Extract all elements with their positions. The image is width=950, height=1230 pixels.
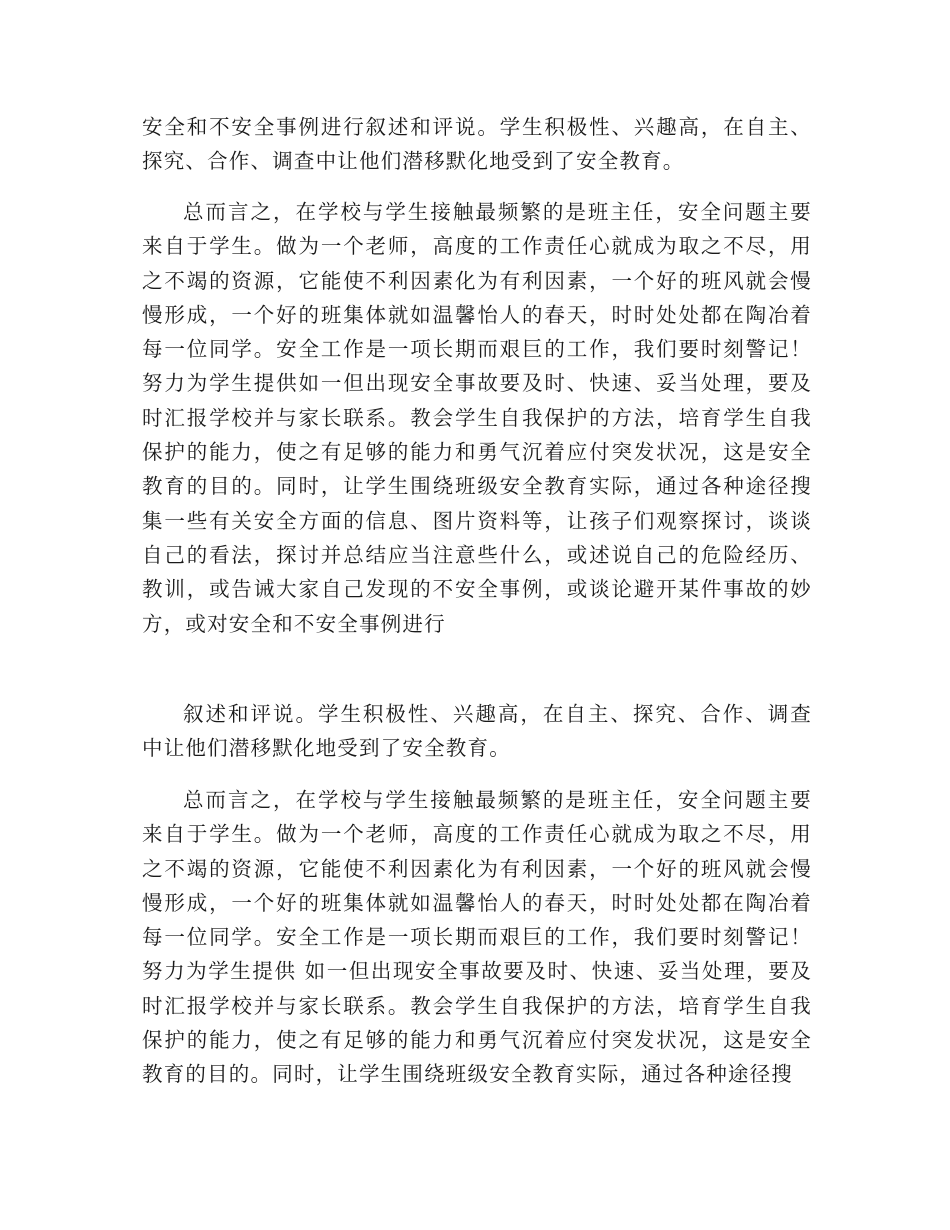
paragraph-class-teacher-responsibility-repeat: 总而言之，在学校与学生接触最频繁的是班主任，安全问题主要来自于学生。做为一个老师，高度的工作责任心就成为取之不尽，用之不竭的资源，它能使不利因素化为有利因素，一个好的班风就会慢慢形成，一个好的班集体就如温馨怡人的春天，时时处处都在陶冶着每一位同学。安全工作是一项长期而艰巨的工作，我们要时刻警记！努力为学生提供 如一但出现安全事故要及时、快速、妥当处理，要及时汇报学校并与家长联系。教会学生自我保护的方法，培育学生自我保护的能力，使之有足够的能力和勇气沉着应付突发状况，这是安全教育的目的。同时，让学生围绕班级安全教育实际，通过各种途径搜 [142,788,812,1087]
paragraph-narration-and-comment: 叙述和评说。学生积极性、兴趣高，在自主、探究、合作、调查中让他们潜移默化地受到了安全教育。 [142,702,812,761]
paragraph-class-teacher-responsibility: 总而言之，在学校与学生接触最频繁的是班主任，安全问题主要来自于学生。做为一个老师，高度的工作责任心就成为取之不尽，用之不竭的资源，它能使不利因素化为有利因素，一个好的班风就会慢慢形成，一个好的班集体就如温馨怡人的春天，时时处处都在陶冶着每一位同学。安全工作是一项长期而艰巨的工作，我们要时刻警记！努力为学生提供如一但出现安全事故要及时、快速、妥当处理，要及时汇报学校并与家长联系。教会学生自我保护的方法，培育学生自我保护的能力，使之有足够的能力和勇气沉着应付突发状况，这是安全教育的目的。同时，让学生围绕班级安全教育实际，通过各种途径搜集一些有关安全方面的信息、图片资料等，让孩子们观察探讨，谈谈自己的看法，探讨并总结应当注意些什么，或述说自己的危险经历、教训，或告诫大家自己发现的不安全事例，或谈论避开某件事故的妙方，或对安全和不安全事例进行 [142,200,812,636]
paragraph-safety-education-conclusion: 安全和不安全事例进行叙述和评说。学生积极性、兴趣高，在自主、探究、合作、调查中让他们潜移默化地受到了安全教育。 [142,115,812,174]
